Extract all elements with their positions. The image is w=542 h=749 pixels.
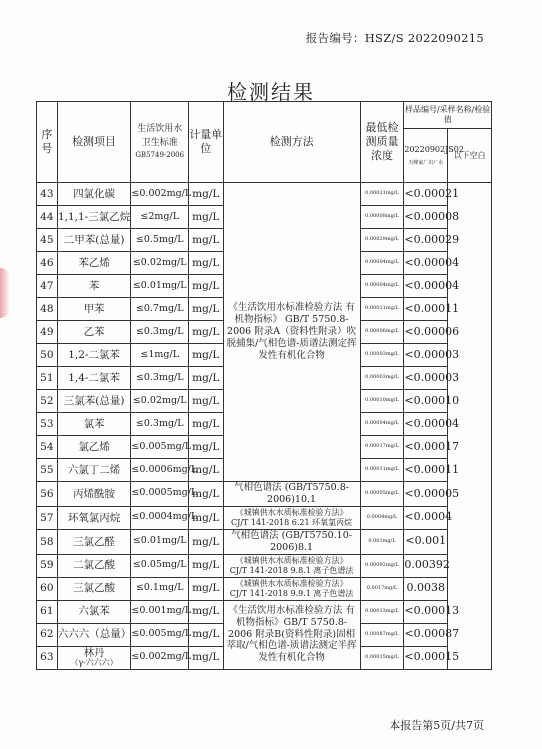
- row-seq: 58: [37, 529, 58, 554]
- row-standard: ≤0.01mg/L: [131, 529, 189, 554]
- row-seq: 50: [37, 344, 58, 367]
- row-method: 《生活饮用水标准检验方法 有机物指标》GB/T 5750.8-2006 附录B(资料性附录)固相萃取/气相色谱-质谱法测定半挥发性有机化合物: [223, 600, 360, 669]
- seal-stamp-edge: [0, 268, 10, 318]
- row-standard: ≤0.7mg/L: [131, 298, 189, 321]
- row-item: 三氯苯(总量): [57, 390, 131, 413]
- row-value: <0.00017: [404, 436, 448, 459]
- row-unit: mg/L: [189, 459, 224, 482]
- row-standard: ≤0.3mg/L: [131, 321, 189, 344]
- row-method: 《城镇供水水质标准检验方法》 CJ/T 141-2018 6.21 环氧氯丙烷: [223, 506, 360, 529]
- row-standard: ≤0.05mg/L: [131, 554, 189, 577]
- row-standard: ≤0.5mg/L: [131, 229, 189, 252]
- row-unit: mg/L: [189, 506, 224, 529]
- row-unit: mg/L: [189, 577, 224, 600]
- row-limit: 0.00029mg/L: [360, 229, 404, 252]
- row-item: [57, 646, 131, 669]
- header-seq: 序号: [37, 102, 58, 183]
- row-item: 三氯乙酸: [57, 577, 131, 600]
- row-value: <0.00004: [404, 275, 448, 298]
- row-item: 六六六（总量）: [57, 623, 131, 646]
- row-standard: ≤0.002mg/L: [131, 183, 189, 206]
- row-seq: 62: [37, 623, 58, 646]
- row-value: <0.00003: [404, 367, 448, 390]
- row-unit: mg/L: [189, 275, 224, 298]
- row-limit: 0.0004mg/L: [360, 506, 404, 529]
- row-limit: 0.00004mg/L: [360, 275, 404, 298]
- row-seq: 48: [37, 298, 58, 321]
- sample-name: 天峰家厂出厂水: [408, 159, 444, 166]
- row-unit: mg/L: [189, 183, 224, 206]
- row-item: 丙烯酰胺: [57, 482, 131, 507]
- header-sample-group: 样品编号/采样名称/检验值: [404, 102, 492, 129]
- row-value: <0.00013: [404, 600, 448, 623]
- row-value: <0.00021: [404, 183, 448, 206]
- row-limit: 0.00013mg/L: [360, 600, 404, 623]
- row-standard: ≤2mg/L: [131, 206, 189, 229]
- row-seq: 60: [37, 577, 58, 600]
- row-limit: 0.00004mg/L: [360, 413, 404, 436]
- row-item: 六氯苯: [57, 600, 131, 623]
- row-standard: ≤0.3mg/L: [131, 367, 189, 390]
- row-unit: mg/L: [189, 206, 224, 229]
- row-value: <0.00015: [404, 646, 448, 669]
- row-unit: mg/L: [189, 600, 224, 623]
- row-standard: ≤0.01mg/L: [131, 275, 189, 298]
- row-value: <0.001: [404, 529, 448, 554]
- row-method: 《生活饮用水标准检验方法 有机物指标》 GB/T 5750.8-2006 附录A（资料性附录）吹脱捕集/气相色谱-质谱法测定挥发性有机化合物: [223, 183, 360, 482]
- row-value: <0.00008: [404, 206, 448, 229]
- row-item: 氯乙烯: [57, 436, 131, 459]
- row-value: <0.00006: [404, 321, 448, 344]
- row-limit: 0.00092mg/L: [360, 554, 404, 577]
- row-unit: mg/L: [189, 529, 224, 554]
- row-value: <0.00004: [404, 252, 448, 275]
- row-item: 甲苯: [57, 298, 131, 321]
- table-row: [37, 554, 492, 577]
- row-seq: 57: [37, 506, 58, 529]
- header-sample-id: [404, 129, 464, 183]
- row-standard: ≤0.02mg/L: [131, 252, 189, 275]
- header-standard-line2: 卫生标准: [141, 137, 178, 148]
- row-standard: ≤1mg/L: [131, 344, 189, 367]
- row-seq: 53: [37, 413, 58, 436]
- row-value: <0.00011: [404, 298, 448, 321]
- page-title: 检测结果: [227, 80, 315, 104]
- row-item: 乙苯: [57, 321, 131, 344]
- row-unit: mg/L: [189, 229, 224, 252]
- sample-id: 20220902JS02: [404, 144, 464, 154]
- row-value: <0.00087: [404, 623, 448, 646]
- row-method: 气相色谱法 (GB/T5750.10-2006)8.1: [223, 529, 360, 554]
- row-item: 二氯乙酸: [57, 554, 131, 577]
- row-value: <0.00005: [404, 482, 448, 507]
- row-value: <0.0004: [404, 506, 448, 529]
- results-table: [36, 101, 492, 670]
- row-limit: 0.00087mg/L: [360, 623, 404, 646]
- row-item: 1,1,1-三氯乙烷: [57, 206, 131, 229]
- row-item: 二甲苯(总量): [57, 229, 131, 252]
- row-seq: 54: [37, 436, 58, 459]
- header-limit: 最低检测质量浓度: [360, 102, 404, 183]
- row-seq: 55: [37, 459, 58, 482]
- row-item: 1,4-二氯苯: [57, 367, 131, 390]
- row-seq: 56: [37, 482, 58, 507]
- row-item: 环氧氯丙烷: [57, 506, 131, 529]
- table-row: [37, 577, 492, 600]
- row-standard: ≤0.02mg/L: [131, 390, 189, 413]
- row-limit: 0.00008mg/L: [360, 206, 404, 229]
- row-limit: 0.00015mg/L: [360, 646, 404, 669]
- row-method: 《城镇供水水质标准检验方法》 CJ/T 141-2018 9.9.1 离子色谱法: [223, 577, 360, 600]
- row-standard: ≤0.001mg/L: [131, 600, 189, 623]
- row-unit: mg/L: [189, 646, 224, 669]
- row-method: 气相色谱法 (GB/T5750.8-2006)10.1: [223, 482, 360, 507]
- row-seq: 63: [37, 646, 58, 669]
- row-item-line1: 林丹: [83, 647, 105, 660]
- row-seq: 49: [37, 321, 58, 344]
- row-item: 六氯丁二烯: [57, 459, 131, 482]
- row-seq: 52: [37, 390, 58, 413]
- row-item-line2: （γ-六六六）: [70, 657, 118, 667]
- row-seq: 61: [37, 600, 58, 623]
- row-unit: mg/L: [189, 623, 224, 646]
- row-item: 苯乙烯: [57, 252, 131, 275]
- row-seq: 44: [37, 206, 58, 229]
- row-item: 四氯化碳: [57, 183, 131, 206]
- row-limit: 0.00010mg/L: [360, 390, 404, 413]
- row-standard: ≤0.005mg/L: [131, 436, 189, 459]
- row-unit: mg/L: [189, 252, 224, 275]
- row-unit: mg/L: [189, 413, 224, 436]
- row-limit: 0.00011mg/L: [360, 459, 404, 482]
- table-row: [37, 529, 492, 554]
- row-unit: mg/L: [189, 367, 224, 390]
- row-limit: 0.00004mg/L: [360, 252, 404, 275]
- row-unit: mg/L: [189, 344, 224, 367]
- row-limit: 0.0017mg/L: [360, 577, 404, 600]
- row-limit: 0.00021mg/L: [360, 183, 404, 206]
- row-standard: ≤0.002mg/L: [131, 646, 189, 669]
- table-row: [37, 183, 492, 206]
- row-standard: ≤0.1mg/L: [131, 577, 189, 600]
- row-unit: mg/L: [189, 482, 224, 507]
- row-limit: 0.00005mg/L: [360, 482, 404, 507]
- row-unit: mg/L: [189, 298, 224, 321]
- header-standard-line3: GB5749-2006: [135, 151, 185, 160]
- row-unit: mg/L: [189, 436, 224, 459]
- row-seq: 59: [37, 554, 58, 577]
- row-value: <0.00004: [404, 413, 448, 436]
- row-limit: 0.001mg/L: [360, 529, 404, 554]
- row-value: <0.00003: [404, 344, 448, 367]
- row-standard: ≤0.005mg/L: [131, 623, 189, 646]
- row-seq: 51: [37, 367, 58, 390]
- row-seq: 45: [37, 229, 58, 252]
- table-row: [37, 506, 492, 529]
- table-row: [37, 482, 492, 507]
- header-standard-line1: 生活饮用水: [137, 124, 183, 135]
- header-item: 检测项目: [57, 102, 131, 183]
- header-method: 检测方法: [223, 102, 360, 183]
- row-value: <0.00010: [404, 390, 448, 413]
- row-seq: 47: [37, 275, 58, 298]
- row-limit: 0.00003mg/L: [360, 367, 404, 390]
- row-value: 0.0038: [404, 577, 448, 600]
- header-unit: 计量单位: [189, 102, 224, 183]
- row-item: 氯苯: [57, 413, 131, 436]
- report-number: 报告编号：HSZ/S 2022090215: [305, 31, 484, 45]
- row-standard: ≤0.0005mg/L: [131, 482, 189, 507]
- row-standard: ≤0.0004mg/L: [131, 506, 189, 529]
- row-item: 苯: [57, 275, 131, 298]
- row-limit: 0.00011mg/L: [360, 298, 404, 321]
- row-item: 1,2-二氯苯: [57, 344, 131, 367]
- row-unit: mg/L: [189, 321, 224, 344]
- row-value: <0.00011: [404, 459, 448, 482]
- row-limit: 0.00003mg/L: [360, 344, 404, 367]
- row-item: 三氯乙醛: [57, 529, 131, 554]
- table-row: [37, 600, 492, 623]
- row-limit: 0.00017mg/L: [360, 436, 404, 459]
- header-blank: 以下空白: [448, 129, 492, 183]
- row-unit: mg/L: [189, 390, 224, 413]
- row-value: <0.00029: [404, 229, 448, 252]
- header-standard: [131, 102, 189, 183]
- row-standard: ≤0.3mg/L: [131, 413, 189, 436]
- row-method: 《城镇供水水质标准检验方法》 CJ/T 141-2018 9.8.1 离子色谱法: [223, 554, 360, 577]
- row-limit: 0.00006mg/L: [360, 321, 404, 344]
- row-seq: 43: [37, 183, 58, 206]
- page-footer: 本报告第5页/共7页: [389, 719, 484, 732]
- row-seq: 46: [37, 252, 58, 275]
- row-unit: mg/L: [189, 554, 224, 577]
- row-standard: ≤0.0006mg/L: [131, 459, 189, 482]
- row-value: 0.00392: [404, 554, 448, 577]
